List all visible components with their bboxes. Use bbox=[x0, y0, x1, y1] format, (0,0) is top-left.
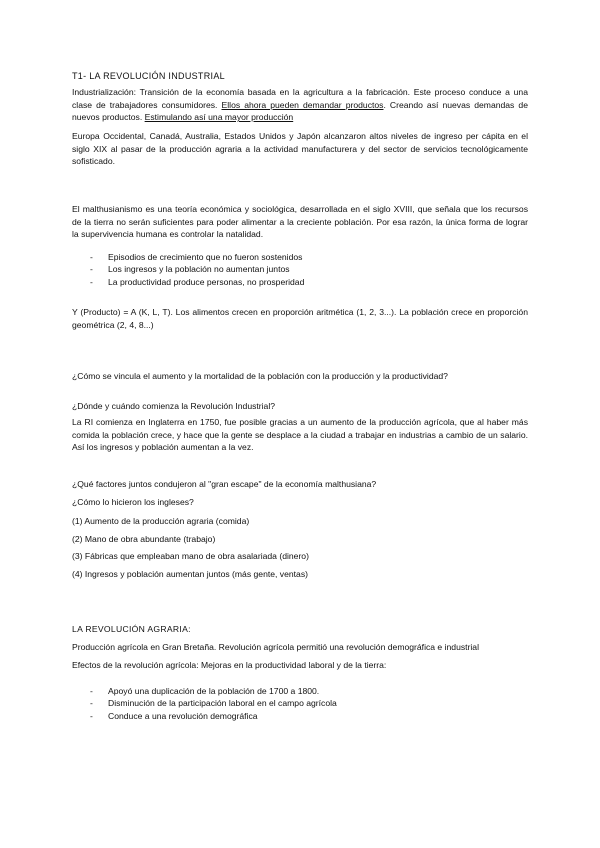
malthus-list bbox=[72, 251, 528, 288]
answer-item: (4) Ingresos y población aumentan juntos (más gente, ventas) bbox=[72, 569, 308, 579]
countries-paragraph: Europa Occidental, Canadá, Australia, Estados Unidos y Japón alcanzaron altos niveles de ingreso per cápita en el siglo XIX al pasar de la producción agraria a la actividad manufacturera y del sector de servicios tecnológicamente sofisticado. bbox=[72, 131, 528, 167]
list-item: - Apoyó una duplicación de la población de 1700 a 1800. bbox=[72, 685, 528, 697]
malthusianism-paragraph: El malthusianismo es una teoría económica y sociológica, desarrollada en el siglo XVIII, que señala que los recursos de la tierra no serán suficientes para poder alimentar a la creciente población. Por esa razón, la única forma de lograr la supervivencia humana es controlar la natalidad. bbox=[72, 204, 528, 240]
question-1: ¿Cómo se vincula el aumento y la mortalidad de la población con la producción y la productividad? bbox=[72, 371, 448, 381]
agraria-title: LA REVOLUCIÓN AGRARIA: bbox=[72, 624, 191, 634]
underlined-text: Estimulando así una mayor producción bbox=[144, 112, 294, 123]
agraria-list bbox=[72, 685, 528, 722]
list-item: - Los ingresos y la población no aumentan juntos bbox=[72, 263, 528, 275]
question-3: ¿Qué factores juntos condujeron al "gran escape" de la economía malthusiana? bbox=[72, 479, 377, 489]
question-2: ¿Dónde y cuándo comienza la Revolución Industrial? bbox=[72, 401, 276, 411]
underlined-text: Ellos ahora pueden demandar productos bbox=[221, 99, 384, 110]
paragraph-text: Industrialización: Transición de la economía basada en la agricultura a la fabricación. Este proceso conduce a una clase de trabajadores consumidores. bbox=[72, 87, 528, 110]
answer-item: (2) Mano de obra abundante (trabajo) bbox=[72, 534, 216, 544]
agraria-paragraph-1: Producción agrícola en Gran Bretaña. Revolución agrícola permitió una revolución demográfica e industrial bbox=[72, 642, 479, 652]
answer-2: La RI comienza en Inglaterra en 1750, fue posible gracias a un aumento de la producción agrícola, que al haber más comida la población crece, y hace que la gente se desplace a la ciudad a trabajar en industrias a cambio de un salario. Así los ingresos y población aumentan a la vez. bbox=[72, 417, 528, 453]
agraria-paragraph-2: Efectos de la revolución agrícola: Mejoras en la productividad laboral y de la tierra: bbox=[72, 660, 387, 670]
paragraph-text: . Creando así nuevas demandas de nuevos productos. bbox=[72, 99, 528, 123]
list-item: - Disminución de la participación laboral en el campo agrícola bbox=[72, 697, 528, 709]
answer-item: (3) Fábricas que empleaban mano de obra asalariada (dinero) bbox=[72, 551, 309, 561]
question-4: ¿Cómo lo hicieron los ingleses? bbox=[72, 497, 194, 507]
list-item: - Episodios de crecimiento que no fueron sostenidos bbox=[72, 251, 528, 263]
list-item: - Conduce a una revolución demográfica bbox=[72, 710, 528, 722]
list-item: - La productividad produce personas, no prosperidad bbox=[72, 276, 528, 288]
industrialization-paragraph bbox=[72, 86, 528, 124]
section-title: T1- LA REVOLUCIÓN INDUSTRIAL bbox=[72, 71, 225, 81]
answer-item: (1) Aumento de la producción agraria (comida) bbox=[72, 516, 250, 526]
formula-paragraph: Y (Producto) = A (K, L, T). Los alimentos crecen en proporción aritmética (1, 2, 3...). La población crece en proporción geométrica (2, 4, 8...) bbox=[72, 307, 528, 330]
